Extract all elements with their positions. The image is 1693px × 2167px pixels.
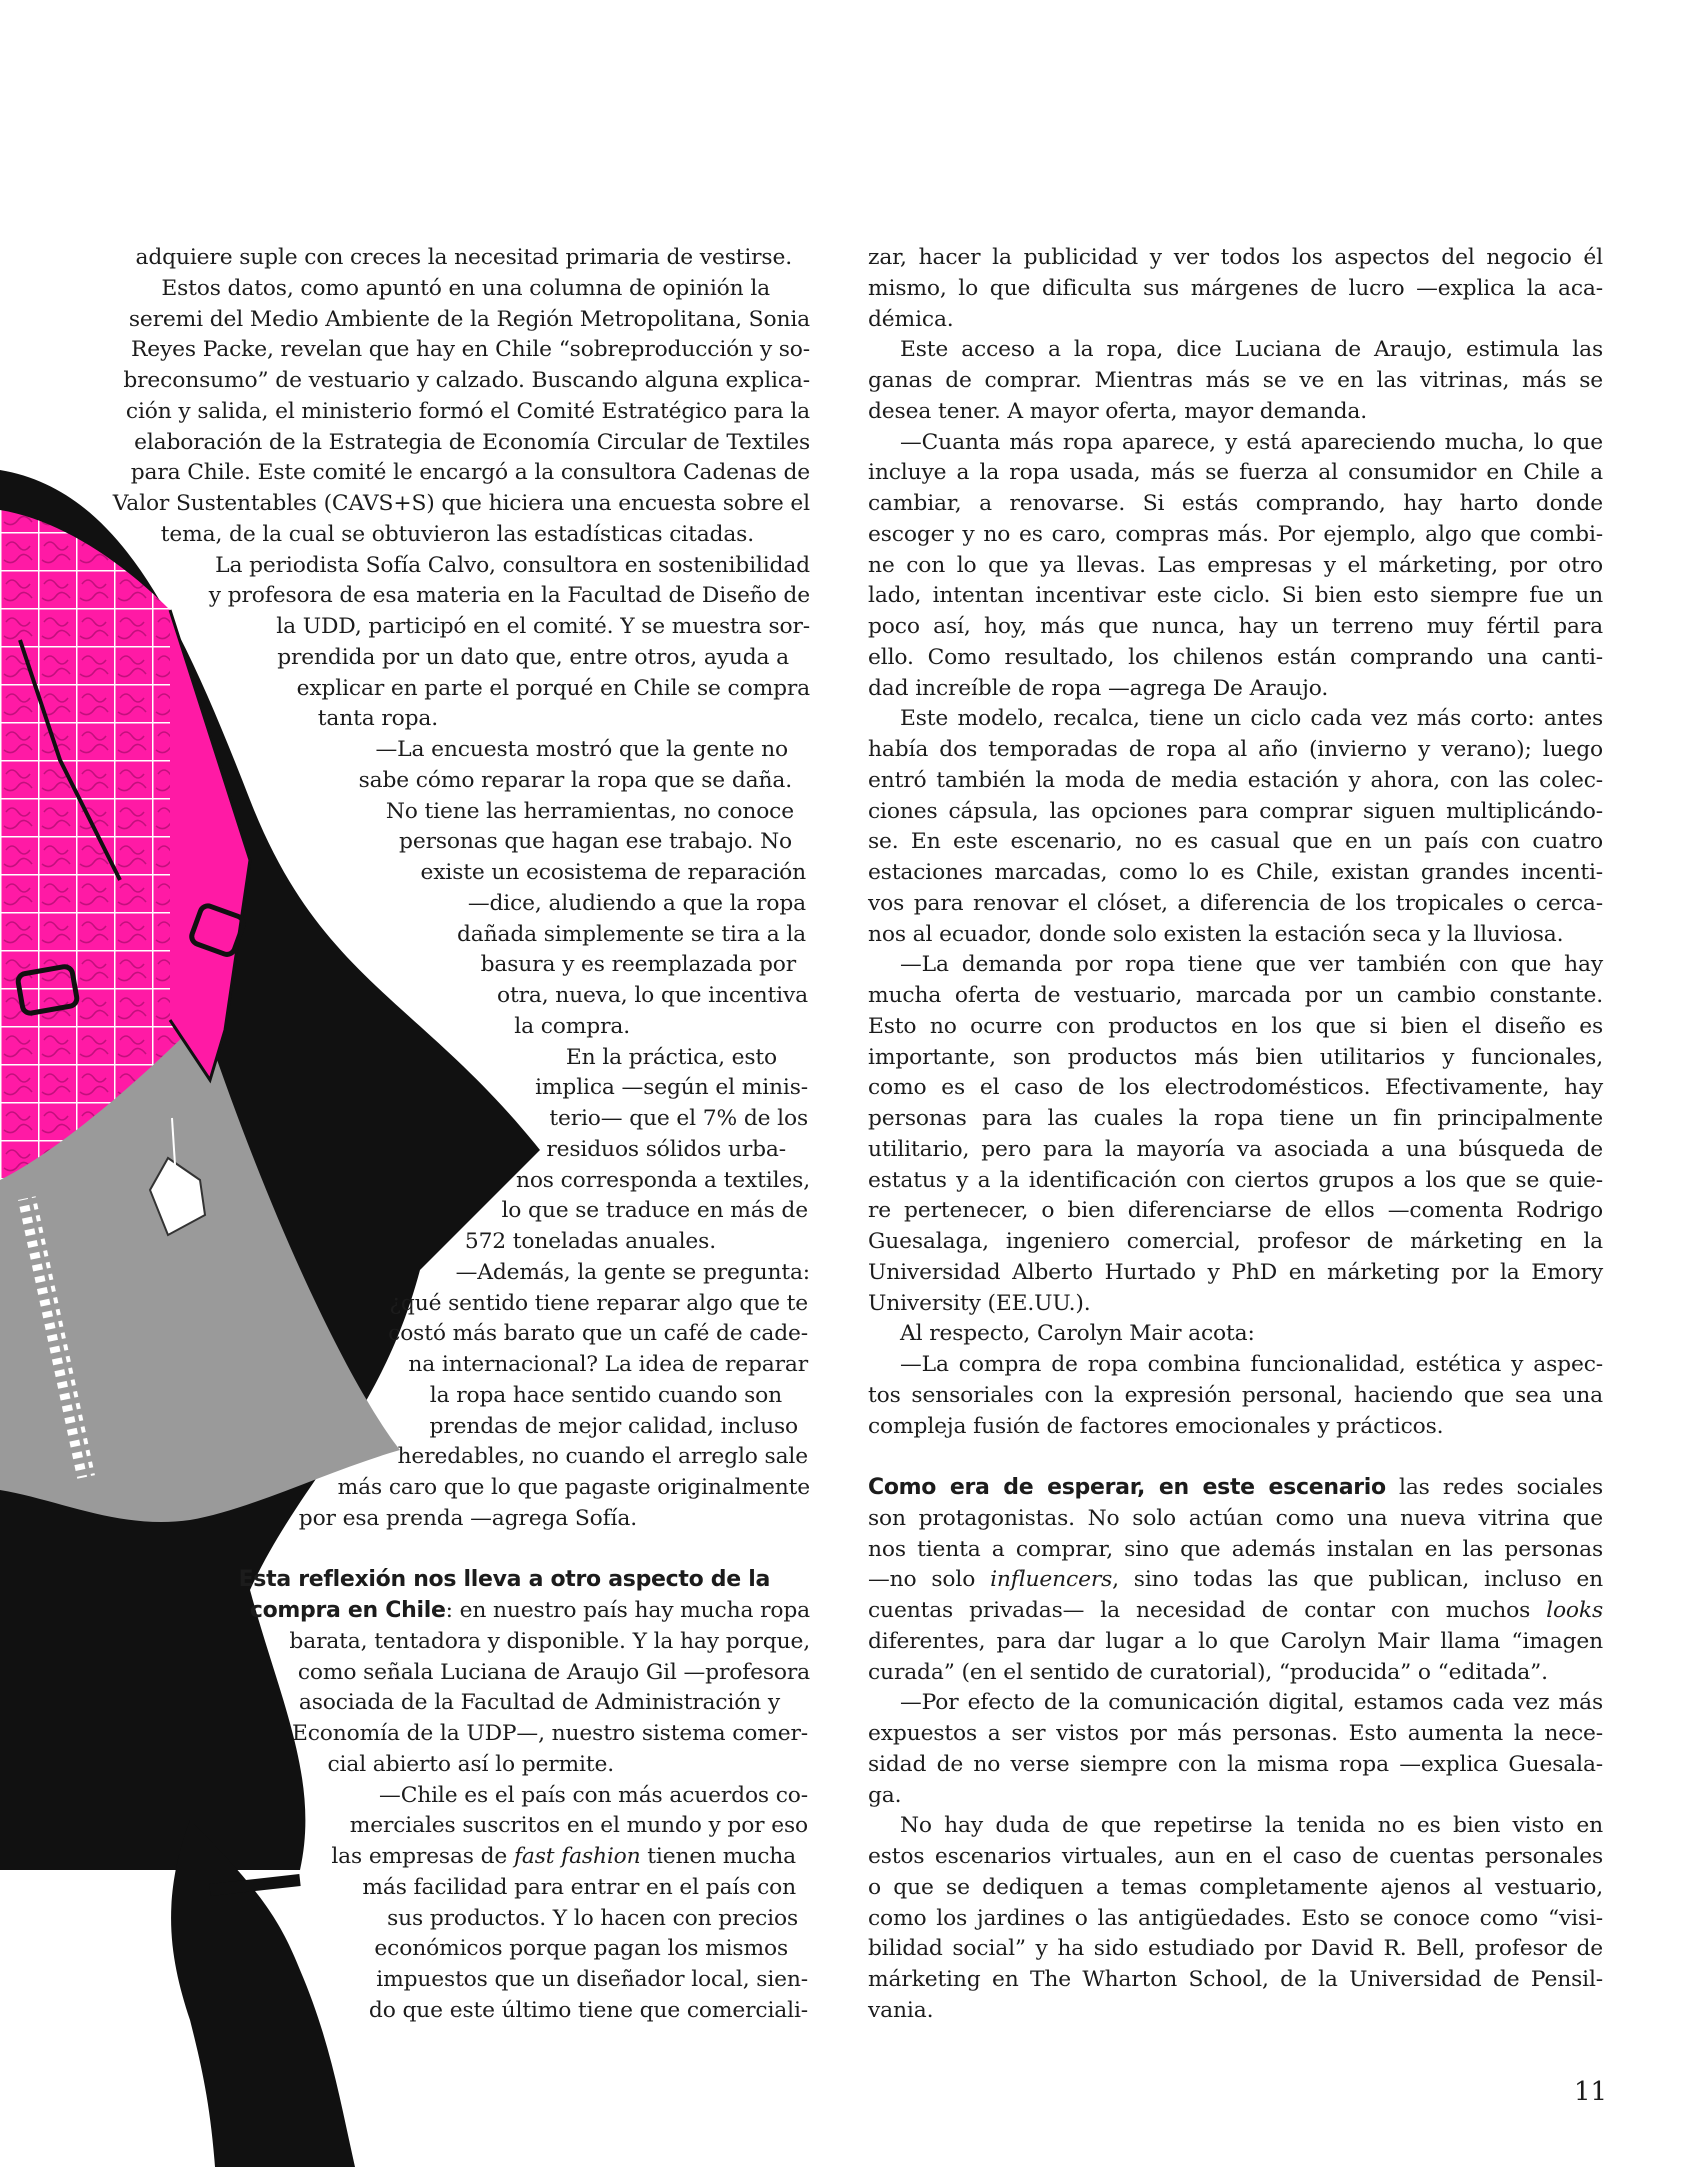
- text-line: económicos porque pagan los mismos: [374, 1936, 788, 1962]
- text-line: —no solo influencers, sino todas las que publican, incluso en: [868, 1567, 1603, 1593]
- text-line: ello. Como resultado, los chilenos están comprando una canti-: [868, 644, 1603, 670]
- text-line: cuentas privadas— la necesidad de contar con muchos looks: [868, 1598, 1603, 1623]
- text-line: ciones cápsula, las opciones para comprar siguen multiplicándo-: [868, 798, 1603, 824]
- text-line: basura y es reemplazada por: [480, 952, 796, 978]
- text-line: costó más barato que un café de cade-: [388, 1321, 808, 1347]
- text-line: Al respecto, Carolyn Mair acota:: [900, 1321, 1255, 1347]
- text-line: la UDD, participó en el comité. Y se muestra sor-: [276, 614, 810, 639]
- text-line: poco así, hoy, más que nunca, hay un terreno muy fértil para: [868, 614, 1603, 639]
- text-line: dañada simplemente se tira a la: [456, 921, 806, 947]
- text-line: La periodista Sofía Calvo, consultora en sostenibilidad: [215, 552, 810, 578]
- text-line: —La compra de ropa combina funcionalidad, estética y aspec-: [900, 1352, 1603, 1377]
- text-line: compleja fusión de factores emocionales y prácticos.: [868, 1413, 1444, 1439]
- text-line: No tiene las herramientas, no conoce: [385, 798, 794, 824]
- text-line: se. En este escenario, no es casual que en un país con cuatro: [868, 829, 1603, 855]
- text-line: nos al ecuador, donde solo existen la estación seca y la lluviosa.: [868, 921, 1564, 947]
- text-line: estos escenarios virtuales, aun en el caso de cuentas personales: [868, 1844, 1603, 1869]
- text-line: —La demanda por ropa tiene que ver también con que hay: [900, 952, 1603, 978]
- text-line: Esto no ocurre con productos en los que si bien el diseño es: [868, 1013, 1603, 1039]
- text-line: ción y salida, el ministerio formó el Comité Estratégico para la: [125, 398, 810, 424]
- text-line: heredables, no cuando el arreglo sale: [397, 1444, 808, 1470]
- text-line: ga.: [868, 1782, 902, 1808]
- text-line: cambiar, a renovarse. Si estás comprando, hay harto donde: [868, 491, 1603, 516]
- text-line: do que este último tiene que comerciali-: [368, 1997, 808, 2023]
- text-line: tanta ropa.: [317, 706, 438, 732]
- text-line: —Por efecto de la comunicación digital, estamos cada vez más: [900, 1690, 1603, 1716]
- text-line: la compra.: [514, 1013, 630, 1039]
- text-line: merciales suscritos en el mundo y por eso: [349, 1813, 808, 1839]
- text-line: para Chile. Este comité le encargó a la consultora Cadenas de: [130, 460, 810, 486]
- text-line: na internacional? La idea de reparar: [408, 1352, 808, 1377]
- text-line: vania.: [868, 1997, 934, 2023]
- text-line: personas para las cuales la ropa tiene un fin principalmente: [868, 1106, 1603, 1131]
- text-line: explicar en parte el porqué en Chile se compra: [296, 675, 810, 701]
- right-column: [868, 243, 1603, 2027]
- text-line: había dos temporadas de ropa al año (invierno y verano); luego: [868, 737, 1603, 762]
- text-line: —La encuesta mostró que la gente no: [375, 737, 788, 762]
- text-line: vos para renovar el clóset, a diferencia de los tropicales o cerca-: [868, 890, 1603, 916]
- text-line: adquiere suple con creces la necesitad primaria de vestirse.: [135, 245, 792, 270]
- text-line: importante, son productos más bien utilitarios y funcionales,: [868, 1044, 1603, 1070]
- text-line: implica —según el minis-: [535, 1075, 808, 1101]
- text-line: como es el caso de los electrodomésticos. Efectivamente, hay: [868, 1075, 1603, 1101]
- text-line: —dice, aludiendo a que la ropa: [467, 890, 806, 916]
- text-line: ne con lo que ya llevas. Las empresas y el márketing, por otro: [868, 552, 1603, 578]
- text-line: En la práctica, esto: [565, 1044, 777, 1070]
- text-line: re pertenecer, o bien diferenciarse de ellos —comenta Rodrigo: [868, 1198, 1603, 1224]
- text-line: tema, de la cual se obtuvieron las estadísticas citadas.: [160, 521, 754, 547]
- text-line: residuos sólidos urba-: [546, 1136, 786, 1162]
- text-line: elaboración de la Estrategia de Economía Circular de Textiles: [134, 429, 810, 455]
- text-line: asociada de la Facultad de Administración y: [298, 1690, 780, 1716]
- text-line: sus productos. Y lo hacen con precios: [387, 1905, 798, 1931]
- text-line: sidad de no verse siempre con la misma ropa —explica Guesala-: [868, 1751, 1603, 1777]
- text-line: tos sensoriales con la expresión personal, haciendo que sea una: [868, 1382, 1603, 1408]
- text-line: y profesora de esa materia en la Facultad de Diseño de: [208, 583, 810, 609]
- text-line: Este acceso a la ropa, dice Luciana de Araujo, estimula las: [900, 337, 1603, 363]
- text-line: barata, tentadora y disponible. Y la hay porque,: [289, 1628, 810, 1654]
- subhead: Esta reflexión nos lleva a otro aspecto de la: [238, 1567, 770, 1593]
- text-line: démica.: [868, 306, 954, 332]
- text-line: Reyes Packe, revelan que hay en Chile “sobreproducción y so-: [130, 337, 810, 363]
- text-line: como señala Luciana de Araujo Gil —profesora: [297, 1659, 810, 1685]
- text-line: zar, hacer la publicidad y ver todos los aspectos del negocio él: [868, 245, 1603, 270]
- text-line: existe un ecosistema de reparación: [420, 860, 806, 885]
- text-line: o que se dediquen a temas completamente ajenos al vestuario,: [868, 1874, 1603, 1900]
- text-line: expuestos a ser vistos por más personas. Esto aumenta la nece-: [868, 1721, 1603, 1746]
- text-line: lo que se traduce en más de: [501, 1198, 808, 1224]
- text-line: seremi del Medio Ambiente de la Región Metropolitana, Sonia: [128, 306, 810, 332]
- text-line: ganas de comprar. Mientras más se ve en las vitrinas, más se: [868, 368, 1603, 393]
- text-line: nos corresponda a textiles,: [515, 1167, 810, 1193]
- text-line: utilitario, pero para la mayoría va asociada a una búsqueda de: [868, 1136, 1603, 1162]
- text-line: estatus y a la identificación con ciertos grupos a los que se quie-: [868, 1167, 1603, 1193]
- text-line: más facilidad para entrar en el país con: [362, 1874, 796, 1900]
- text-line: —Chile es el país con más acuerdos co-: [379, 1782, 808, 1808]
- text-line: cial abierto así lo permite.: [327, 1751, 614, 1777]
- text-line: prendas de mejor calidad, incluso: [429, 1413, 798, 1439]
- text-line: nos tienta a comprar, sino que además instalan en las personas: [868, 1536, 1603, 1562]
- text-line: Economía de la UDP—, nuestro sistema comer-: [291, 1721, 808, 1746]
- left-column: [0, 243, 830, 2027]
- text-line: Universidad Alberto Hurtado y PhD en márketing por la Emory: [868, 1259, 1603, 1285]
- text-line: incluye a la ropa usada, más se fuerza al consumidor en Chile a: [868, 460, 1603, 486]
- text-line: prendida por un dato que, entre otros, ayuda a: [277, 644, 789, 670]
- text-line: estaciones marcadas, como lo es Chile, existan grandes incenti-: [868, 860, 1603, 885]
- text-line: otra, nueva, lo que incentiva: [497, 983, 808, 1008]
- text-line: son protagonistas. No solo actúan como una nueva vitrina que: [868, 1505, 1603, 1531]
- text-line: escoger y no es caro, compras más. Por ejemplo, algo que combi-: [868, 521, 1603, 547]
- text-line: la ropa hace sentido cuando son: [429, 1382, 782, 1408]
- text-line: dad increíble de ropa —agrega De Araujo.: [868, 675, 1329, 701]
- text-line: No hay duda de que repetirse la tenida no es bien visto en: [900, 1813, 1603, 1839]
- text-line: diferentes, para dar lugar a lo que Carolyn Mair llama “imagen: [868, 1628, 1603, 1654]
- text-line: breconsumo” de vestuario y calzado. Buscando alguna explica-: [123, 368, 810, 393]
- text-line: terio— que el 7% de los: [549, 1106, 808, 1131]
- text-line: mismo, lo que dificulta sus márgenes de lucro —explica la aca-: [868, 275, 1603, 301]
- text-line: personas que hagan ese trabajo. No: [399, 829, 792, 855]
- text-line: sabe cómo reparar la ropa que se daña.: [358, 767, 792, 793]
- subhead: compra en Chile: [249, 1598, 446, 1623]
- text-line: Valor Sustentables (CAVS+S) que hiciera una encuesta sobre el: [112, 491, 810, 516]
- text-line: —Además, la gente se pregunta:: [455, 1259, 810, 1285]
- text-line: Como era de esperar, en este escenario las redes sociales: [868, 1475, 1603, 1500]
- text-line: compra en Chile: en nuestro país hay mucha ropa: [249, 1598, 810, 1623]
- text-line: bilidad social” y ha sido estudiado por David R. Bell, profesor de: [868, 1936, 1603, 1962]
- text-line: impuestos que un diseñador local, sien-: [376, 1967, 808, 1992]
- text-line: Este modelo, recalca, tiene un ciclo cada vez más corto: antes: [900, 706, 1603, 732]
- subhead: Como era de esperar, en este escenario: [868, 1475, 1386, 1500]
- text-line: como los jardines o las antigüedades. Esto se conoce como “visi-: [868, 1905, 1603, 1931]
- text-line: las empresas de fast fashion tienen mucha: [331, 1844, 796, 1869]
- text-line: Guesalaga, ingeniero comercial, profesor de márketing en la: [868, 1229, 1603, 1254]
- text-line: ¿qué sentido tiene reparar algo que te: [389, 1290, 808, 1316]
- text-line: —Cuanta más ropa aparece, y está apareciendo mucha, lo que: [900, 429, 1603, 455]
- subhead-line: [0, 1565, 830, 1596]
- text-line: Estos datos, como apuntó en una columna de opinión la: [161, 275, 770, 301]
- text-line: University (EE.UU.).: [868, 1290, 1091, 1316]
- text-line: mucha oferta de vestuario, marcada por un cambio constante.: [868, 983, 1603, 1008]
- page-number: 11: [1574, 2077, 1608, 2107]
- text-line: entró también la moda de media estación y ahora, con las colec-: [868, 767, 1603, 793]
- text-line: curada” (en el sentido de curatorial), “producida” o “editada”.: [868, 1659, 1548, 1685]
- text-line: márketing en The Wharton School, de la Universidad de Pensil-: [868, 1967, 1603, 1992]
- text-line: desea tener. A mayor oferta, mayor demanda.: [868, 398, 1368, 424]
- text-line: 572 toneladas anuales.: [464, 1229, 716, 1254]
- text-line: por esa prenda —agrega Sofía.: [298, 1505, 637, 1531]
- text-line: más caro que lo que pagaste originalmente: [337, 1475, 810, 1500]
- text-line: lado, intentan incentivar este ciclo. Si bien esto siempre fue un: [868, 583, 1603, 609]
